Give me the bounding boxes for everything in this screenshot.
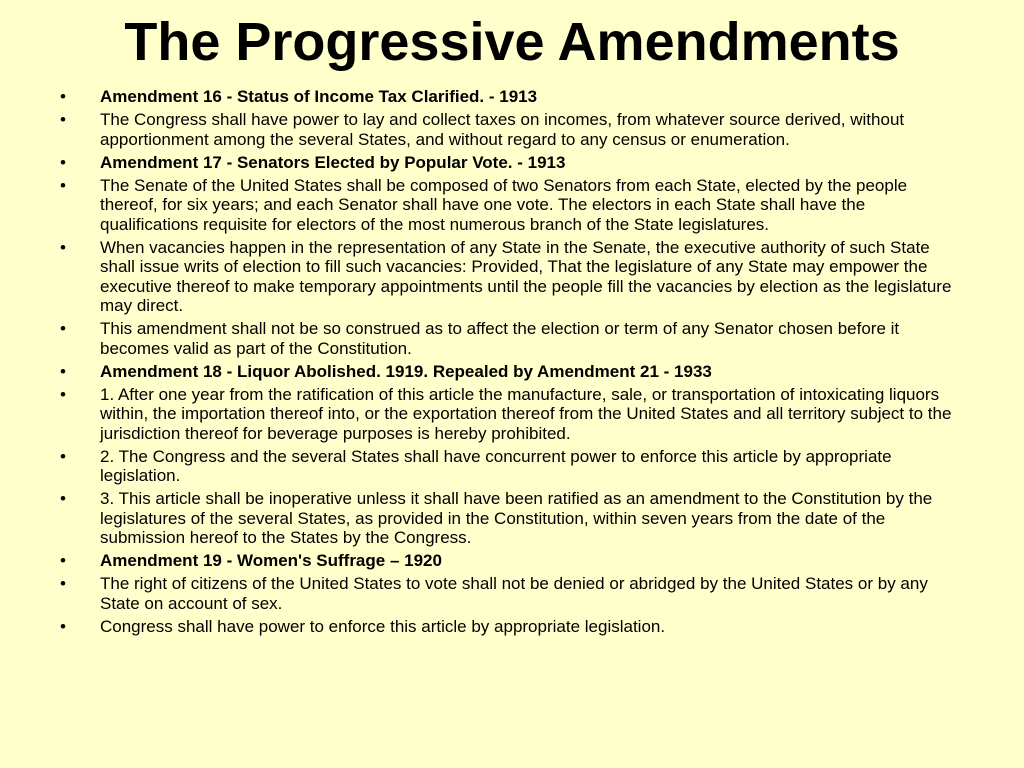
bullet-dot-icon: • (60, 361, 66, 381)
bullet-dot-icon: • (60, 384, 66, 404)
bullet-amendment-18-heading (56, 362, 966, 382)
bullet-amendment-18-text-2 (56, 447, 966, 486)
bullet-dot-icon: • (60, 237, 66, 257)
bullet-amendment-17-heading (56, 153, 966, 173)
bullet-dot-icon: • (60, 175, 66, 195)
bullet-amendment-19-text-1 (56, 574, 966, 613)
bullet-text: Amendment 19 - Women's Suffrage – 1920 (100, 551, 442, 570)
bullet-text: Amendment 17 - Senators Elected by Popular Vote. - 1913 (100, 152, 566, 172)
bullet-amendment-17-text-2 (56, 238, 966, 316)
bullet-text: Congress shall have power to enforce this article by appropriate legislation. (100, 616, 666, 636)
bullet-text: 1. After one year from the ratification of this article the manufacture, sale, or transportation of intoxicating liquors within, the importation thereof into, or the exportation thereof from the United States and all territory subject to the jurisdiction thereof for beverage purposes is hereby prohibited. (100, 384, 952, 443)
bullet-dot-icon: • (60, 551, 66, 570)
bullet-dot-icon: • (60, 446, 66, 466)
bullet-dot-icon: • (60, 87, 66, 106)
bullet-dot-icon: • (60, 319, 66, 338)
bullet-amendment-18-text-1 (56, 385, 966, 444)
bullet-dot-icon: • (60, 489, 66, 508)
bullet-text: The Senate of the United States shall be composed of two Senators from each State, elected by the people thereof, for six years; and each Senator shall have one vote. The electors in each State shall have the qualifications requisite for electors of the most numerous branch of the State legislatures. (100, 175, 908, 234)
bullet-amendment-16-heading (56, 87, 966, 107)
bullet-text: 2. The Congress and the several States shall have concurrent power to enforce this article by appropriate legislation. (100, 446, 892, 485)
bullet-amendment-16-text (56, 110, 966, 149)
bullet-text: This amendment shall not be so construed as to affect the election or term of any Senator chosen before it becomes valid as part of the Constitution. (100, 319, 900, 358)
bullet-amendment-19-heading (56, 551, 966, 571)
bullet-dot-icon: • (60, 110, 66, 129)
bullet-amendment-17-text-1 (56, 176, 966, 235)
bullet-list (56, 87, 966, 640)
bullet-text: The Congress shall have power to lay and collect taxes on incomes, from whatever source derived, without apportionment among the several States, and without regard to any census or enumeration. (100, 110, 905, 149)
bullet-dot-icon: • (60, 152, 66, 172)
bullet-dot-icon: • (60, 574, 66, 593)
bullet-amendment-19-text-2 (56, 617, 966, 637)
bullet-text: Amendment 18 - Liquor Abolished. 1919. Repealed by Amendment 21 - 1933 (100, 361, 712, 381)
bullet-amendment-18-text-3 (56, 489, 966, 548)
bullet-amendment-17-text-3 (56, 319, 966, 358)
bullet-text: The right of citizens of the United States to vote shall not be denied or abridged by the United States or by any State on account of sex. (100, 574, 928, 613)
bullet-dot-icon: • (60, 616, 66, 636)
bullet-text: When vacancies happen in the representation of any State in the Senate, the executive authority of such State shall issue writs of election to fill such vacancies: Provided, That the legislature of any State may empower the executive thereof to make temporary appointments until the people fill the vacancies by election as the legislature may direct. (100, 237, 952, 315)
bullet-text: 3. This article shall be inoperative unless it shall have been ratified as an amendment to the Constitution by the legislatures of the several States, as provided in the Constitution, within seven years from the date of the submission hereof to the States by the Congress. (100, 489, 933, 547)
page-title: The Progressive Amendments (124, 12, 900, 72)
bullet-text: Amendment 16 - Status of Income Tax Clarified. - 1913 (100, 87, 538, 106)
